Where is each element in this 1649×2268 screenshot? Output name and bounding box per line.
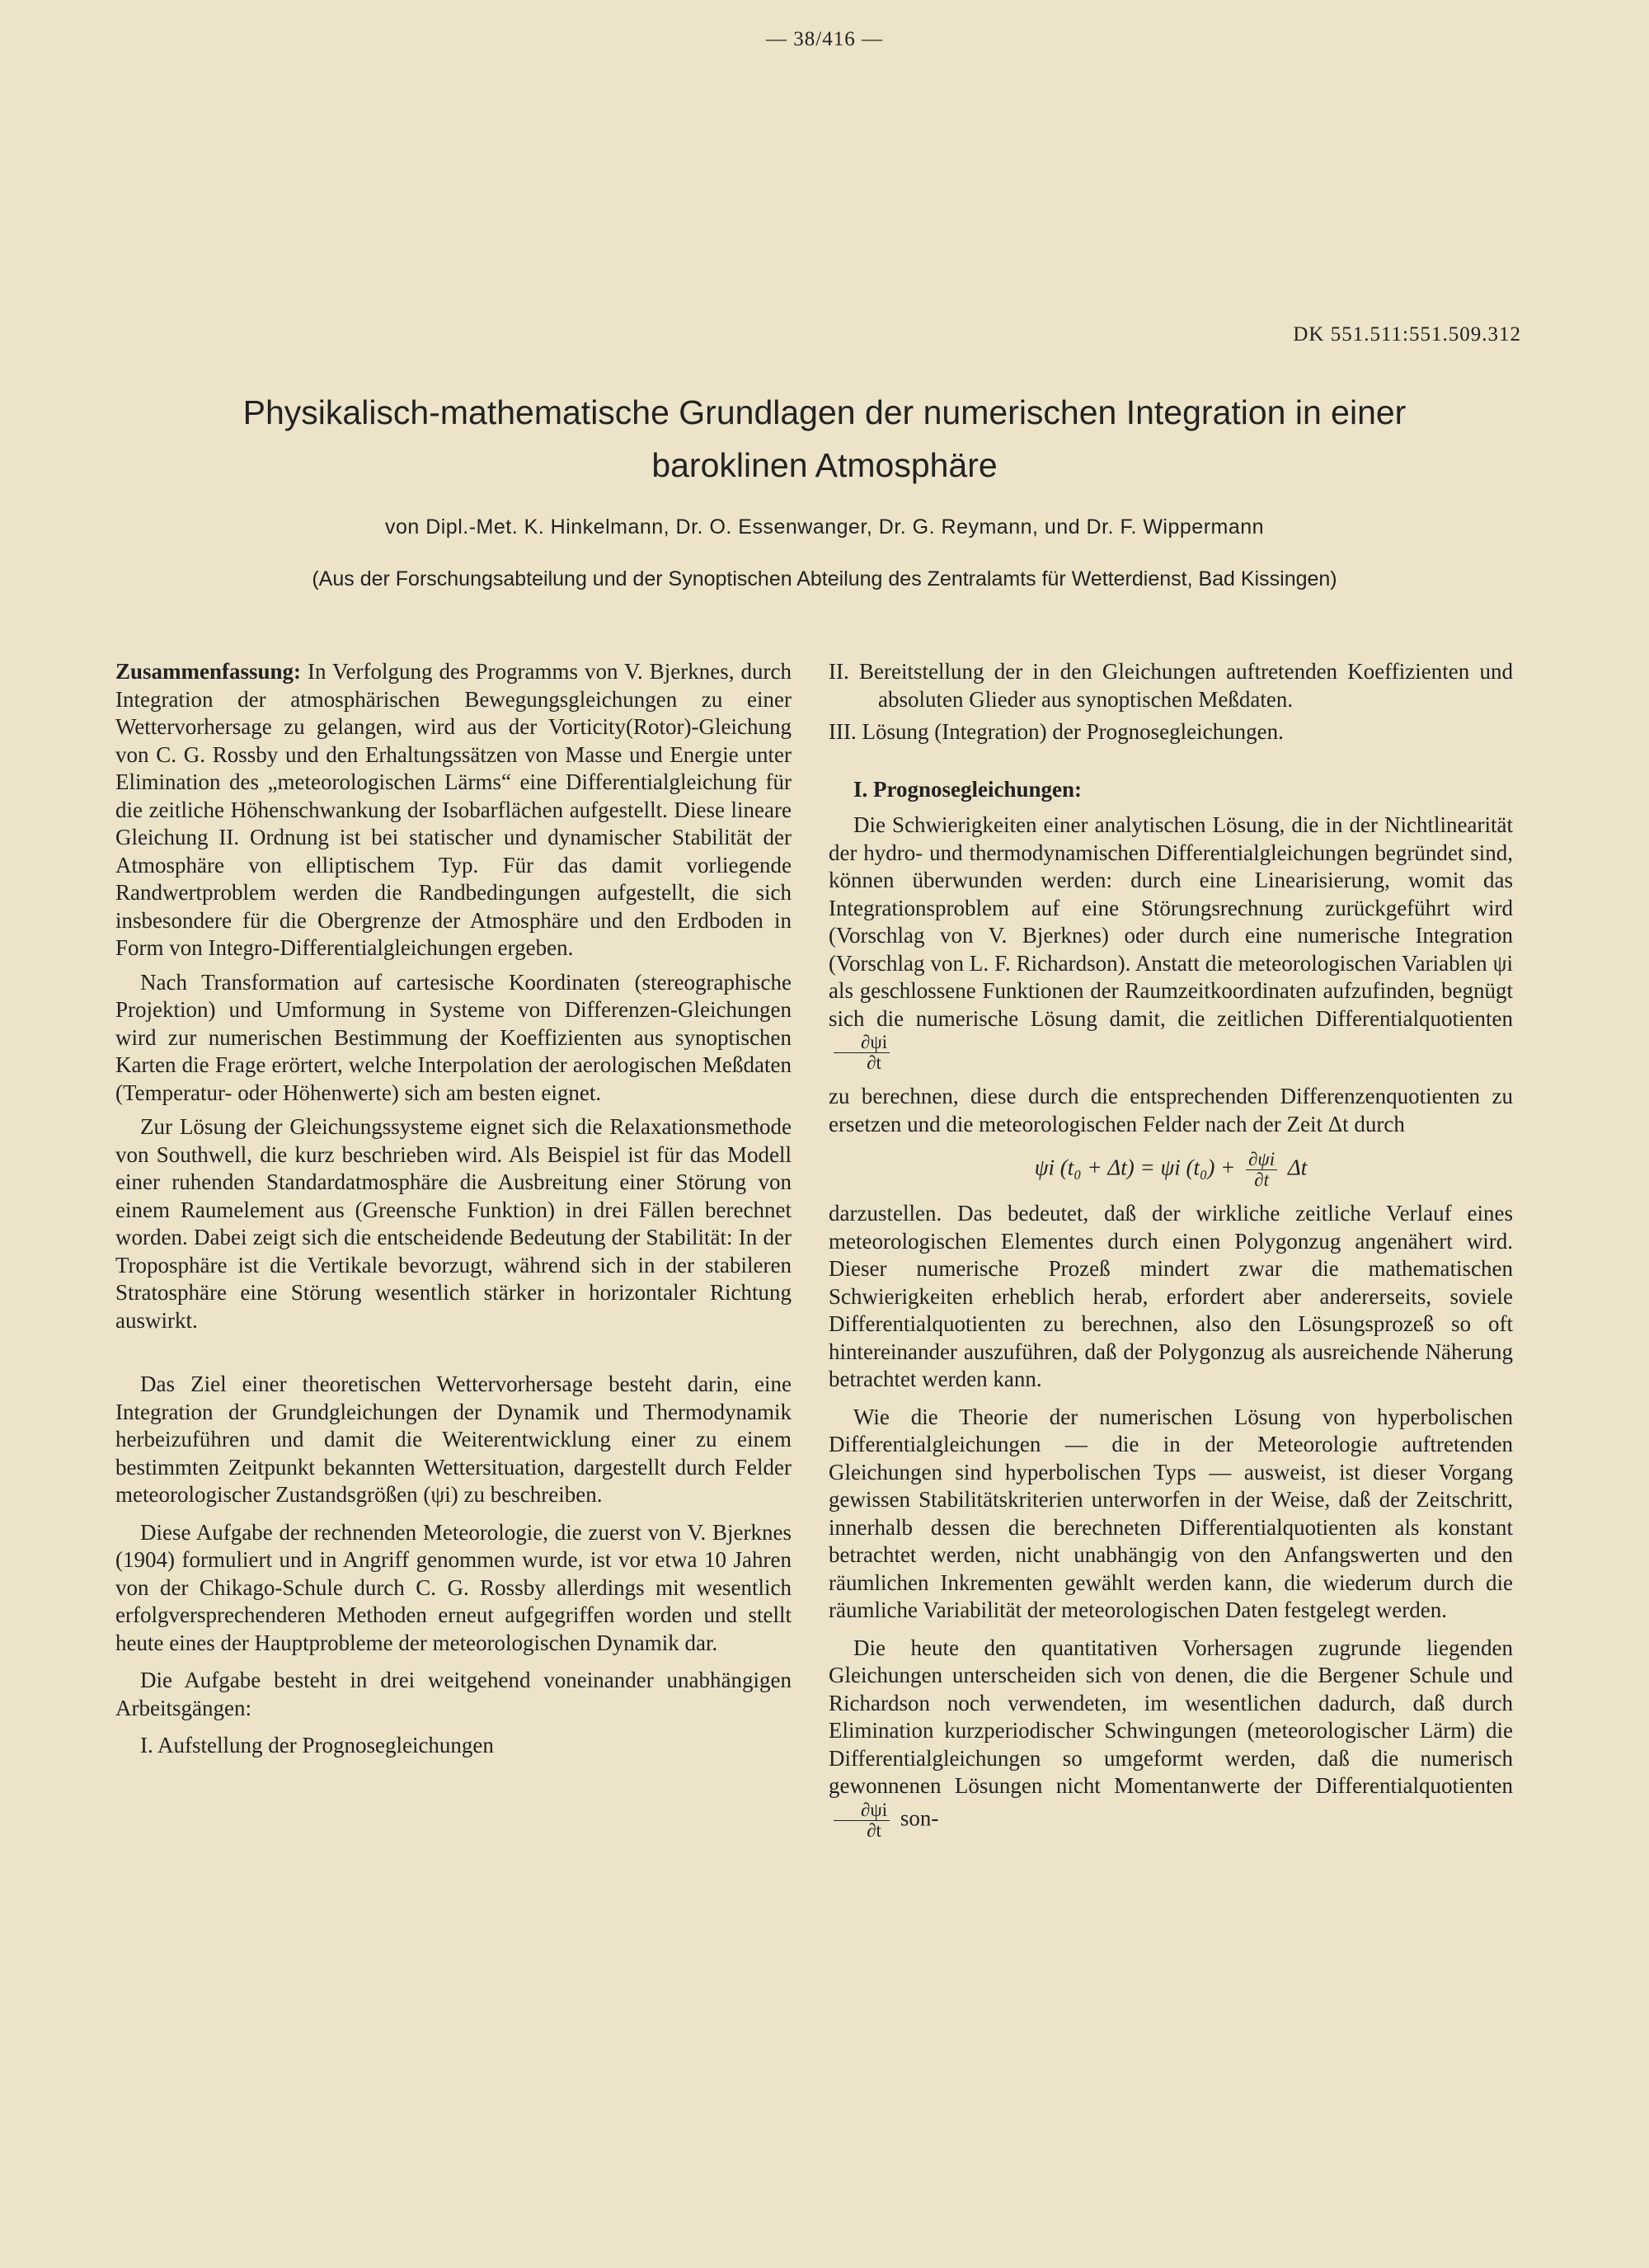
summary-paragraph-1 xyxy=(115,658,792,962)
authors: von Dipl.-Met. K. Hinkelmann, Dr. O. Essenwanger, Dr. G. Reymann, und Dr. F. Wippermann xyxy=(384,515,1265,539)
fraction-numerator: ∂ψi xyxy=(834,1800,890,1821)
classification-code: DK 551.511:551.509.312 xyxy=(1293,323,1521,346)
fraction-numerator: ∂ψi xyxy=(834,1033,890,1053)
left-column xyxy=(115,658,792,1770)
title-line-1: Physikalisch-mathematische Grundlagen der numerischen Integration in einer xyxy=(242,393,1407,431)
formula xyxy=(829,1150,1513,1190)
section-heading: I. Prognosegleichungen: xyxy=(853,776,1083,802)
body-paragraph-2: Diese Aufgabe der rechnenden Meteorologie, die zuerst von V. Bjerknes (1904) formuliert und in Angriff genommen wurde, ist vor etwa 10 Jahren von der Chikago-Schule durch C. G. Rossby allerdings mit wesentlich erfolgversprechenderen Methoden erneut aufgegriffen worden und stellt heute eines der Hauptprobleme der meteorologischen Dynamik dar. xyxy=(115,1519,792,1655)
affiliation: (Aus der Forschungsabteilung und der Synoptischen Abteilung des Zentralamts für Wetterdienst, Bad Kissingen) xyxy=(312,567,1337,591)
section-paragraph-3 xyxy=(829,1635,1513,1841)
task-list xyxy=(829,658,1513,746)
formula-right: Δt xyxy=(1287,1155,1308,1180)
section-text-3: Die heute den quantitativen Vorhersagen zugrunde liegenden Gleichungen unterscheiden sich von denen, die die Bergener Schule und Richardson noch verwendeten, im wesentlichen dadurch, daß durch Elimination kurzperiodischer Schwingungen (meteorologischer Lärm) die Differentialgleichungen so umgeformt werden, daß die numerisch gewonnenen Lösungen nicht Momentanwerte der Differentialquotienten xyxy=(829,1635,1513,1798)
partial-derivative-fraction-1 xyxy=(834,1033,890,1073)
article-title xyxy=(124,386,1525,492)
section-paragraph-1c: darzustellen. Das bedeutet, daß der wirkliche zeitliche Verlauf eines meteorologischen Elementes durch einen Polygonzug angenähert wird. Dieser numerische Prozeß mindert zwar die mathematischen Schwierigkeiten erheblich herab, erfordert aber andererseits, soviele Differentialquotienten zu berechnen, also den Lösungsprozeß so oft hintereinander auszuführen, daß der Polygonzug als ausreichende Näherung betrachtet werden kann. xyxy=(829,1201,1513,1391)
section-paragraph-2: Wie die Theorie der numerischen Lösung von hyperbolischen Differentialgleichungen — die in der Meteorologie auftretenden Gleichungen sind hyperbolischen Typs — ausweist, ist dieser Vorgang gewissen Stabilitätskriterien unterworfen in der Weise, daß der Zeitschritt, innerhalb dessen die berechneten Differentialquotienten als konstant betrachtet werden, nicht unabhängig von den Anfangswerten und den räumlichen Inkrementen gewählt werden kann, die wiederum durch die räumliche Variabilität der meteorologischen Daten festgelegt werden. xyxy=(829,1404,1513,1622)
summary-paragraph-2: Nach Transformation auf cartesische Koordinaten (stereographische Projektion) und Umformung in Systeme von Differenzen-Gleichungen wird zur numerischen Bestimmung der Koeffizienten aus synoptischen Karten die Frage erörtert, welche Interpolation der aerologischen Meßdaten (Temperatur- oder Höhenwerte) sich am besten eignet. xyxy=(115,969,792,1105)
partial-derivative-fraction-2 xyxy=(1246,1150,1277,1190)
section-text-1a: Die Schwierigkeiten einer analytischen Lösung, die in der Nichtlinearität der hydro- und thermodynamischen Differentialgleichungen begründet sind, können überwunden werden: durch eine Linearisierung, womit das Integrationsproblem auf eine Störungsrechnung zurückgeführt wird (Vorschlag von V. Bjerknes) oder durch eine numerische Integration (Vorschlag von L. F. Richardson). Anstatt die meteorologischen Variablen ψi als geschlossene Funktionen der Raumzeitkoordinaten aufzufinden, begnügt sich die numerische Lösung damit, die zeitlichen Differentialquotienten xyxy=(829,812,1513,1031)
section-text-3-end: son- xyxy=(900,1805,939,1831)
fraction-denominator: ∂t xyxy=(1254,1169,1269,1190)
fraction-denominator: ∂t xyxy=(867,1052,881,1073)
body-paragraph-1: Das Ziel einer theoretischen Wettervorhersage besteht darin, eine Integration der Grundgleichungen der Dynamik und Thermodynamik herbeizuführen und damit die Weiterentwicklung einer zu einem bestimmten Zeitpunkt bekannten Wettersituation, dargestellt durch Felder meteorologischer Zustandsgrößen (ψi) zu beschreiben. xyxy=(115,1372,792,1507)
right-column xyxy=(829,658,1513,1851)
title-line-2: baroklinen Atmosphäre xyxy=(651,446,998,484)
fraction-denominator: ∂t xyxy=(867,1819,881,1841)
list-item-1: I. Aufstellung der Prognosegleichungen xyxy=(140,1733,494,1757)
section-paragraph-1b: zu berechnen, diese durch die entsprechenden Differenzenquotienten zu ersetzen und die meteorologischen Felder nach der Zeit Δt durch xyxy=(829,1084,1513,1136)
page-number: — 38/416 — xyxy=(766,28,883,50)
section-paragraph-1a xyxy=(829,812,1513,1073)
formula-left: ψi (t₀ + Δt) = ψi (t₀) + xyxy=(1034,1155,1236,1180)
partial-derivative-fraction-3 xyxy=(834,1800,890,1841)
summary xyxy=(115,658,792,1334)
list-item-2: II. Bereitstellung der in den Gleichungen auftretenden Koeffizienten und absoluten Glieder aus synoptischen Meßdaten. xyxy=(829,659,1513,712)
summary-paragraph-3: Zur Lösung der Gleichungssysteme eignet sich die Relaxationsmethode von Southwell, die kurz beschrieben wird. Als Beispiel ist für das Modell einer ruhenden Standardatmosphäre die Ausbreitung einer Störung von einem Raumelement aus (Greensche Funktion) in drei Fällen berechnet worden. Dabei zeigt sich die entscheidende Bedeutung der Stabilität: In der Troposphäre ist die Vertikale bevorzugt, während sich in der stabileren Stratosphäre eine Störung wesentlich stärker in horizontaler Richtung auswirkt. xyxy=(115,1114,792,1333)
summary-label: Zusammenfassung: xyxy=(115,659,302,684)
body-paragraph-3: Die Aufgabe besteht in drei weitgehend voneinander unabhängigen Arbeitsgängen: xyxy=(115,1668,792,1720)
list-item-3: III. Lösung (Integration) der Prognosegleichungen. xyxy=(829,719,1284,744)
summary-text-1: In Verfolgung des Programms von V. Bjerknes, durch Integration der atmosphärischen Bewegungsgleichungen zu einer Wettervorhersage zu gelangen, wird aus der Vorticity(Rotor)-Gleichung von C. G. Rossby und den Erhaltungssätzen von Masse und Energie unter Elimination des „meteorologischen Lärms“ eine Differentialgleichung für die zeitliche Höhenschwankung der Isobarflächen aufgestellt. Diese lineare Gleichung II. Ordnung ist bei statischer und dynamischer Stabilität der Atmosphäre von elliptischem Typ. Für das damit vorliegende Randwertproblem werden die Randbedingungen aufgestellt, die sich insbesondere für die Obergrenze der Atmosphäre und den Erdboden in Form von Integro-Differentialgleichungen ergeben. xyxy=(115,659,792,960)
fraction-numerator: ∂ψi xyxy=(1246,1150,1277,1170)
